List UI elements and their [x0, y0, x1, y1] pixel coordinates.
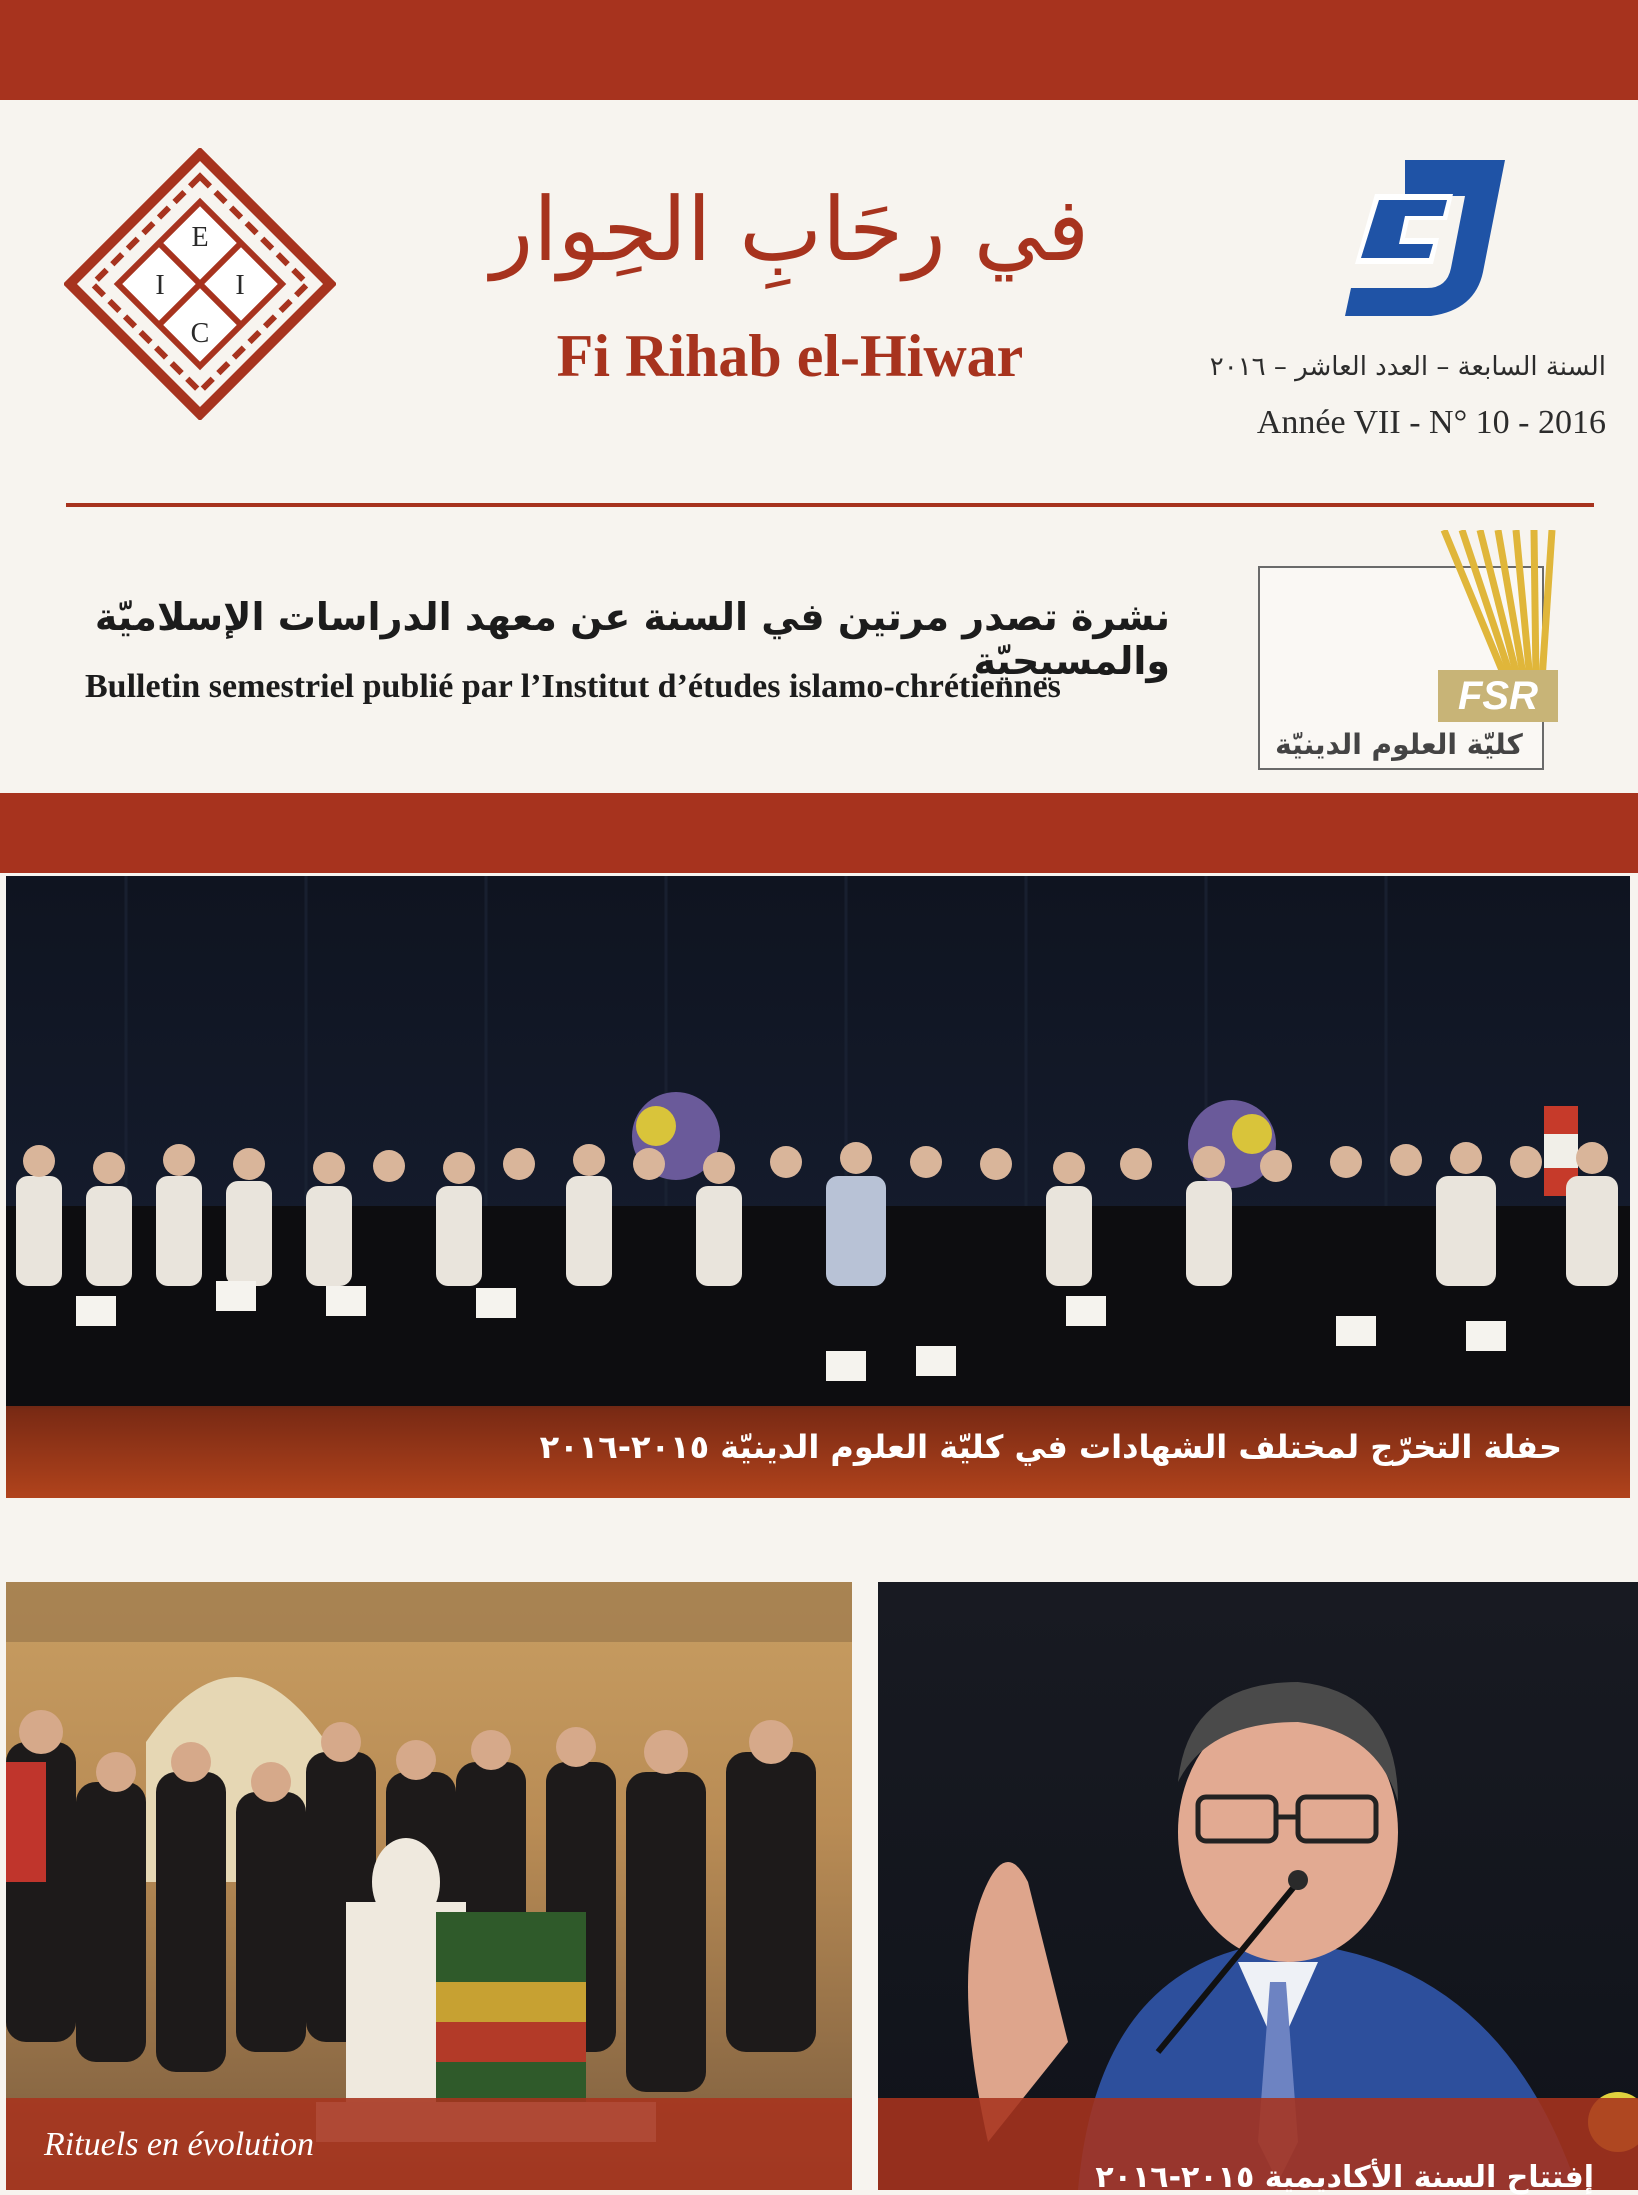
top-red-band	[0, 0, 1638, 100]
fsr-logo	[1258, 530, 1578, 772]
subtitle-arabic: نشرة تصدر مرتين في السنة عن معهد الدراسات الإسلاميّة والمسيحيّة	[94, 595, 1170, 683]
middle-red-band	[0, 793, 1638, 873]
eiic-letter-right: I	[235, 270, 245, 301]
title-latin: Fi Rihab el-Hiwar	[556, 323, 1024, 389]
title-arabic: في رحَابِ الحِوار	[490, 178, 1090, 281]
rituals-caption: Rituels en évolution	[44, 2126, 315, 2163]
graduation-photo	[6, 876, 1630, 1498]
fsr-label: FSR	[1438, 670, 1558, 722]
eiic-logo	[64, 148, 336, 420]
issue-french: Année VII - N° 10 - 2016	[1256, 404, 1606, 441]
subtitle-french: Bulletin semestriel publié par l’Institut d’études islamo-chrétiennes	[85, 668, 1061, 705]
eiic-letter-bottom: C	[190, 318, 210, 349]
graduation-caption: حفلة التخرّج لمختلف الشهادات في كليّة العلوم الدينيّة ٢٠١٥-٢٠١٦	[539, 1428, 1562, 1466]
header-divider	[66, 503, 1594, 507]
issue-arabic: السنة السابعة – العدد العاشر – ٢٠١٦	[1209, 352, 1606, 382]
eiic-letter-left: I	[155, 270, 165, 301]
eiic-letter-top: E	[191, 222, 209, 253]
usj-logo	[1335, 160, 1505, 320]
fsr-arabic-label: كليّة العلوم الدينيّة	[1275, 728, 1523, 761]
academic-opening-caption: إفتتاح السنة الأكاديمية ٢٠١٥-٢٠١٦	[1095, 2160, 1594, 2195]
